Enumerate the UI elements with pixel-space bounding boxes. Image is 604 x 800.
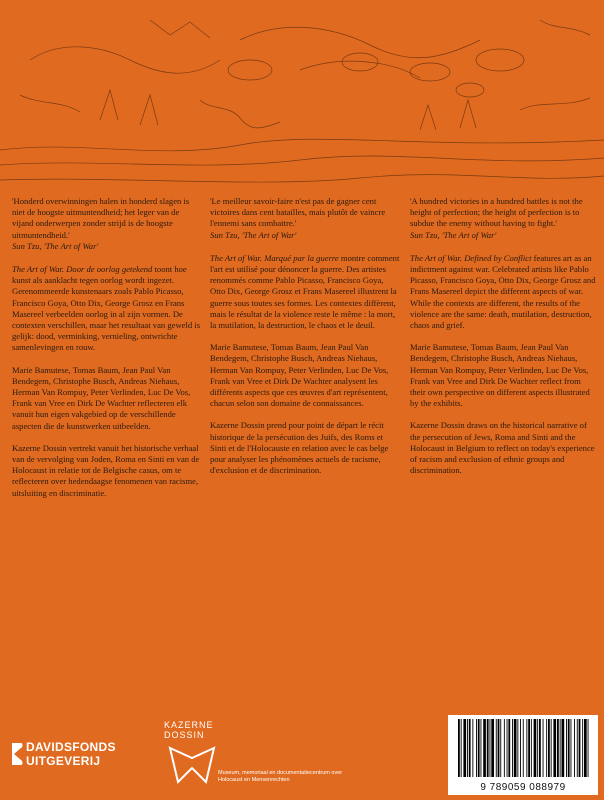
book-title: The Art of War. Defined by Conflict [410,252,532,263]
kazerne-line1: KAZERNE [164,720,214,730]
barcode-bar [537,719,538,777]
barcode-bar [551,719,552,777]
barcode-bar [548,719,550,777]
barcode-bar [472,719,473,777]
barcode-bar [577,719,578,777]
kazerne-paragraph: Kazerne Dossin draws on the historical narrative of the persecution of Jews, Roma and Sinti and the Holocaust in Belgium to reflect on today's experience of racism and exclusion of ethnic groups and discrimination. [410,420,595,476]
barcode-bar [476,719,477,777]
intro-text: toont hoe kunst als aanklacht tegen oorlog wordt ingezet. Gerenommeerde kunstenaars zoals Pablo Picasso, Francisco Goya, Otto Dix, George Grosz en Frans Masereel verbeelden oorlog in al zijn vormen. De contexten verschillen, maar het resultaat van geweld is gelijk: dood, verminking, vernieling, ontwrichte samenlevingen en rouw. [12,264,201,353]
barcode-bar [539,719,541,777]
kazerne-line2: DOSSIN [164,730,205,740]
intro-paragraph [410,253,596,331]
barcode-bar [560,719,561,777]
contributors-paragraph: Marie Bamutese, Tomas Baum, Jean Paul Van Bendegem, Christophe Busch, Andreas Niehaus, Herman Van Rompuy, Peter Verlinden, Luc De Vos, Frank van Vree et Dirk De Wachter analysent les différents aspects que ces œuvres d'art représentent, chacun selon son domaine de connaissances. [210,342,389,409]
barcode-bar [523,719,524,777]
intro-text: montre comment l'art est utilisé pour dénoncer la guerre. Des artistes renommés comme Pablo Picasso, Francisco Goya, Otto Dix, George Grosz et Frans Masereel illustrent la guerre sous toutes ses formes. Les contextes diffèrent, mais le résultat de la violence reste le même : la mort, la mutilation, la destruction, le chaos et le deuil. [210,252,400,331]
contributors-paragraph: Marie Bamutese, Tomas Baum, Jean Paul Van Bendegem, Christophe Busch, Andreas Niehaus, Herman Van Rompuy, Peter Verlinden, Luc De Vos, Frank van Vree en Dirk De Wachter reflecteren elk vanuit hun eigen vakgebied op de verschillende aspecten die de kunstwerken uitbeelden. [12,364,191,431]
barcode-bar [504,719,505,777]
barcode-bar [463,719,466,777]
quote-block [12,196,202,252]
contributors-paragraph: Marie Bamutese, Tomas Baum, Jean Paul Van Bendegem, Christophe Busch, Andreas Niehaus, Herman Van Rompuy, Peter Verlinden, Luc De Vos, Frank van Vree and Dirk De Wachter reflect from their own perspective on different aspects illustrated by the exhibits. [410,342,590,409]
barcode-bar [546,719,547,777]
barcode-bar [534,719,537,777]
barcode-bar [496,719,497,777]
barcode-bar [483,719,486,777]
column-french [210,196,400,487]
quote-block [410,196,596,241]
barcode-bar [491,719,494,777]
kazerne-paragraph: Kazerne Dossin prend pour point de départ le récit historique de la persécution des Juifs, des Roms et Sinti et de l'Holocauste en relation avec le cas belge pour analyser les phénomènes actuels de racisme, d'exclusion et de discrimination. [210,420,389,476]
quote-block [210,196,400,241]
quote-text: 'A hundred victories in a hundred battles is not the height of perfection; the height of perfection is to subdue the enemy without having to fight.' [410,196,583,229]
quote-text: 'Le meilleur savoir-faire n'est pas de gagner cent victoires dans cent batailles, mais plutôt de vaincre l'ennemi sans combattre.' [210,196,386,229]
barcode-bar [498,719,500,777]
battle-sketch-illustration [0,0,604,200]
barcode-bar [487,719,489,777]
barcode-bar [517,719,518,777]
isbn-barcode [448,715,598,795]
publisher-subtitle: UITGEVERIJ [26,754,101,768]
barcode-bar [467,719,468,777]
barcode-bar [507,719,508,777]
column-english [410,196,596,487]
barcode-bar [478,719,480,777]
barcode-bar [568,719,570,777]
barcode-bar [514,719,517,777]
barcode-bar [508,719,510,777]
barcode-bar [469,719,471,777]
kazerne-mark-icon [166,744,218,784]
barcode-bar [557,719,559,777]
quote-attribution: Sun Tzu, 'The Art of War' [12,240,99,251]
barcode-bar [458,719,460,777]
kazerne-description: Museum, memoriaal en documentatiecentrum over Holocaust en Mensenrechten [218,770,343,783]
column-dutch [12,196,202,510]
barcode-bar [520,719,521,777]
kazerne-dossin-logo [164,720,343,783]
barcode-bar [528,719,530,777]
book-title: The Art of War. Marqué par la guerre [210,252,339,263]
barcode-bar [500,719,501,777]
barcode-bar [579,719,581,777]
kazerne-paragraph: Kazerne Dossin vertrekt vanuit het historische verhaal van de vervolging van Joden, Roma en Sinti en van de Holocaust in relatie tot de Belgische casus, om te reflecteren over hedendaagse fenomenen van racisme, uitsluiting en discriminatie. [12,442,200,498]
davidsfonds-logo [10,740,116,768]
barcode-bar [571,719,572,777]
barcode-bar [566,719,567,777]
barcode-bar [543,719,544,777]
isbn-number: 9 789059 088979 [480,782,566,793]
barcode-bar [584,719,587,777]
barcode-bars [456,719,590,779]
intro-paragraph [210,253,400,331]
barcode-bar [531,719,532,777]
barcode-bar [481,719,482,777]
intro-paragraph [12,264,202,354]
barcode-bar [461,719,462,777]
quote-attribution: Sun Tzu, 'The Art of War' [210,229,297,240]
quote-text: 'Honderd overwinningen halen in honderd slagen is niet de hoogste uitmuntendheid; het leger van de vijand onderwerpen zonder strijd is de hoogste uitmuntendheid.' [12,196,190,240]
barcode-bar [553,719,556,777]
barcode-bar [512,719,513,777]
publisher-name: DAVIDSFONDS [26,740,116,754]
barcode-bar [574,719,575,777]
book-title: The Art of War. Door de oorlog getekend [12,264,153,275]
barcode-bar [526,719,527,777]
barcode-bar [562,719,565,777]
barcode-bar [588,719,589,777]
davidsfonds-mark-icon [10,741,24,767]
barcode-bar [582,719,583,777]
barcode-bar [490,719,491,777]
quote-attribution: Sun Tzu, 'The Art of War' [410,229,497,240]
intro-text: features art as an indictment against war. Celebrated artists like Pablo Picasso, Francisco Goya, Otto Dix, George Grosz and Frans Masereel depict the different aspects of war. While the contexts are different, the results of the violence are the same: death, mutilation, destruction, chaos and grief. [410,252,596,331]
